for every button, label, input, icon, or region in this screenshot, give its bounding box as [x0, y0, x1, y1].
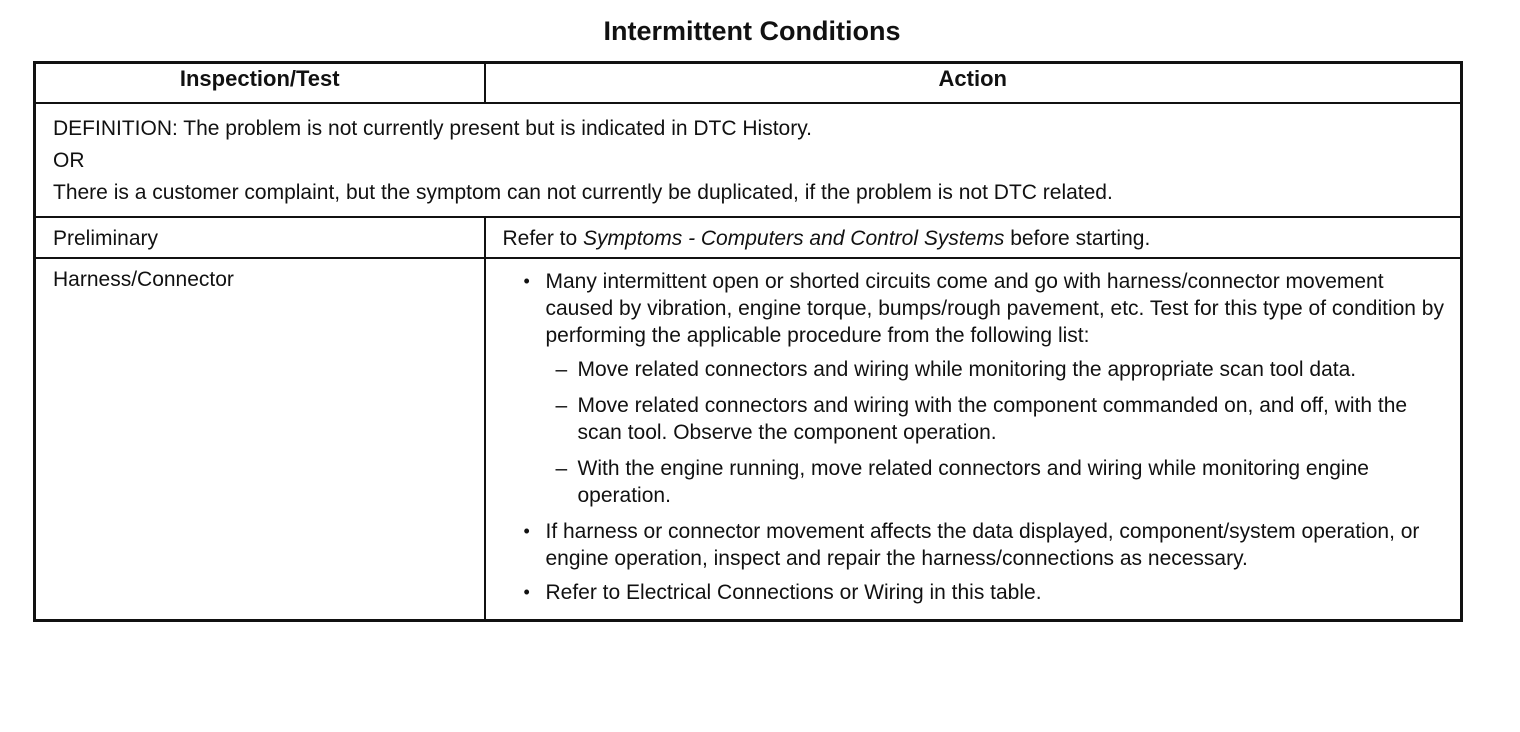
sub-item-text: Move related connectors and wiring while monitoring the appropriate scan tool data.: [577, 358, 1357, 381]
intermittent-conditions-table: [33, 61, 1463, 622]
dash-icon: –: [555, 394, 568, 417]
preliminary-action-prefix: Refer to: [502, 227, 584, 250]
harness-bullet-list: [498, 268, 1449, 606]
definition-line-3: There is a customer complaint, but the symptom can not currently be duplicated, if the problem is not DTC related.: [53, 181, 1113, 204]
header-action: Action: [485, 63, 1462, 104]
header-row: [35, 63, 1462, 104]
sub-item-text: With the engine running, move related connectors and wiring while monitoring engine operation.: [577, 457, 1369, 507]
bullet-text: If harness or connector movement affects the data displayed, component/system operation, or engine operation, inspect and repair the harness/connections as necessary.: [545, 520, 1420, 570]
page-title: Intermittent Conditions: [603, 16, 901, 46]
definition-line-1: DEFINITION: The problem is not currently present but is indicated in DTC History.: [53, 117, 812, 140]
harness-action: [485, 258, 1462, 621]
bullet-text: Refer to Electrical Connections or Wiring in this table.: [545, 581, 1042, 604]
bullet-text: Many intermittent open or shorted circuits come and go with harness/connector movement caused by vibration, engine torque, bumps/rough pavement, etc. Test for this type of condition by performing the applicable procedure from the following list:: [545, 270, 1444, 347]
harness-row: [35, 258, 1462, 621]
preliminary-label: Preliminary: [35, 217, 485, 258]
preliminary-row: [35, 217, 1462, 258]
bullet-icon: •: [523, 521, 530, 541]
bullet-icon: •: [523, 271, 530, 291]
sub-item-list: [546, 356, 1449, 509]
definition-cell: [35, 103, 1462, 217]
sub-item: [546, 392, 1449, 446]
bullet-icon: •: [523, 582, 530, 602]
definition-row: [35, 103, 1462, 217]
preliminary-action-reference: Symptoms - Computers and Control Systems: [583, 227, 1005, 250]
preliminary-action-suffix: before starting.: [1004, 227, 1151, 250]
harness-label: Harness/Connector: [35, 258, 485, 621]
sub-item: [546, 455, 1449, 509]
bullet-item: [498, 579, 1449, 606]
dash-icon: –: [555, 457, 568, 480]
bullet-item: [498, 518, 1449, 572]
bullet-item: [498, 268, 1449, 509]
sub-item: [546, 356, 1449, 383]
preliminary-action: [485, 217, 1462, 258]
sub-item-text: Move related connectors and wiring with the component commanded on, and off, with the scan tool. Observe the component operation.: [577, 394, 1408, 444]
dash-icon: –: [555, 358, 568, 381]
definition-or: OR: [53, 149, 85, 172]
header-inspection-test: Inspection/Test: [35, 63, 485, 104]
